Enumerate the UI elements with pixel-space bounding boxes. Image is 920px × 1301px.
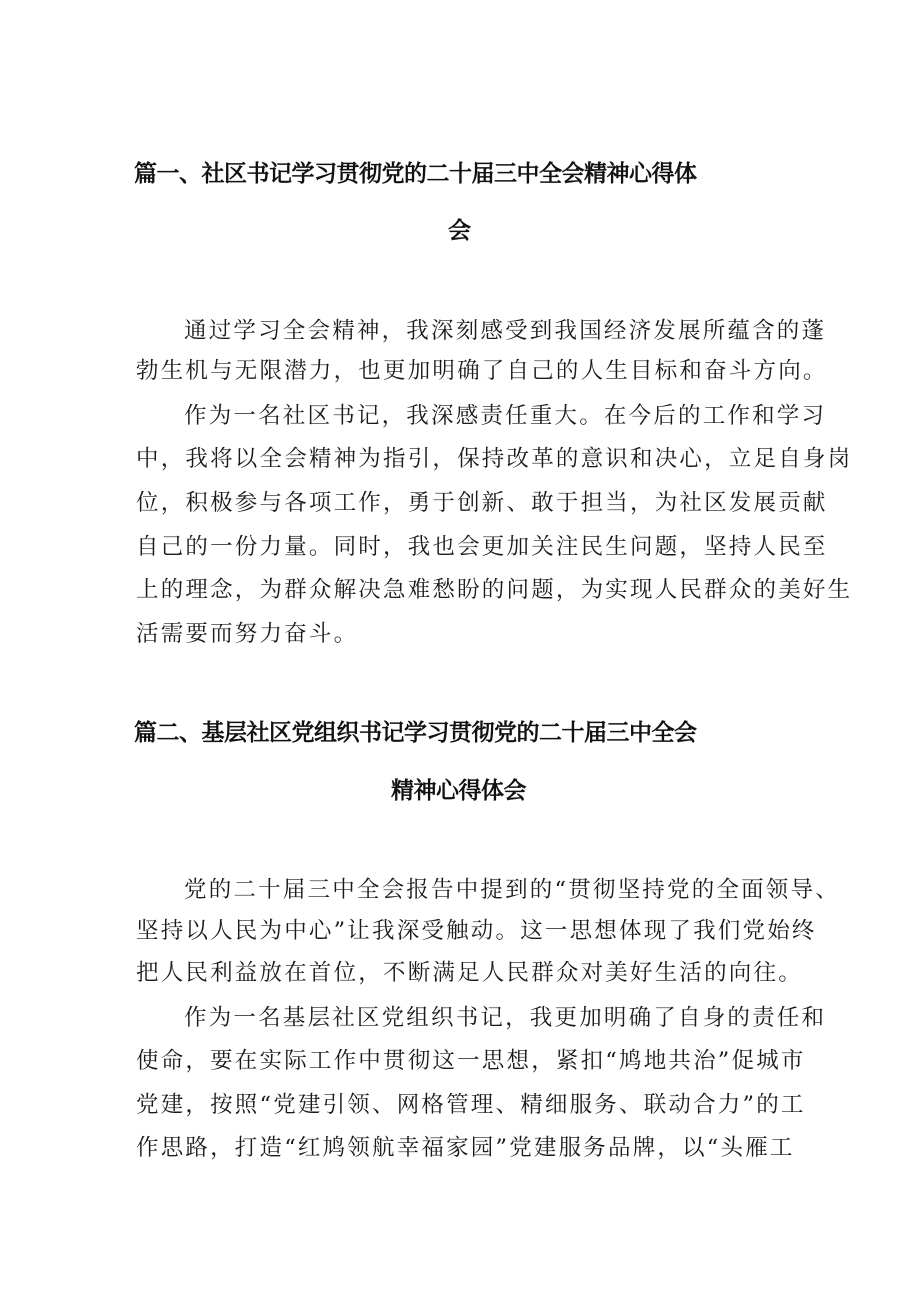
section-1-heading-line-2: 会 bbox=[448, 218, 471, 244]
section-2-paragraph-1-line-2: 坚持以人民为中心”让我深受触动。这一思想体现了我们党始终 bbox=[136, 918, 817, 944]
section-2-paragraph-2-line-1: 作为一名基层社区党组织书记，我更加明确了自身的责任和 bbox=[184, 1005, 827, 1031]
section-1-paragraph-2-line-6: 活需要而努力奋斗。 bbox=[136, 621, 359, 647]
section-1-paragraph-1-line-2: 勃生机与无限潜力，也更加明确了自己的人生目标和奋斗方向。 bbox=[136, 358, 828, 384]
section-2-paragraph-2-line-4: 作思路，打造“红鸠领航幸福家园”党建服务品牌，以“头雁工 bbox=[136, 1135, 795, 1161]
section-2-paragraph-1-line-1: 党的二十届三中全会报告中提到的“贯彻坚持党的全面领导、 bbox=[184, 877, 840, 903]
section-2-heading-line-1: 篇二、基层社区党组织书记学习贯彻党的二十届三中全会 bbox=[134, 720, 697, 746]
section-1-paragraph-2-line-1: 作为一名社区书记，我深感责任重大。在今后的工作和学习 bbox=[184, 403, 827, 429]
section-1-paragraph-1-line-1: 通过学习全会精神，我深刻感受到我国经济发展所蕴含的蓬 bbox=[184, 318, 827, 344]
section-2-paragraph-2-line-3: 党建，按照“党建引领、网格管理、精细服务、联动合力”的工 bbox=[136, 1092, 806, 1118]
section-2-paragraph-1-line-3: 把人民利益放在首位，不断满足人民群众对美好生活的向往。 bbox=[136, 960, 803, 986]
section-1-heading-line-1: 篇一、社区书记学习贯彻党的二十届三中全会精神心得体 bbox=[134, 161, 697, 187]
section-1-paragraph-2-line-4: 自己的一份力量。同时，我也会更加关注民生问题，坚持人民至 bbox=[136, 534, 828, 560]
section-1-paragraph-2-line-3: 位，积极参与各项工作，勇于创新、敢于担当，为社区发展贡献 bbox=[136, 490, 828, 516]
section-2-paragraph-2-line-2: 使命，要在实际工作中贯彻这一思想，紧扣“鸠地共治”促城市 bbox=[136, 1048, 806, 1074]
section-1-paragraph-2-line-2: 中，我将以全会精神为指引，保持改革的意识和决心，立足自身岗 bbox=[136, 446, 853, 472]
section-2-heading-line-2: 精神心得体会 bbox=[391, 778, 526, 804]
section-1-paragraph-2-line-5: 上的理念，为群众解决急难愁盼的问题，为实现人民群众的美好生 bbox=[136, 577, 853, 603]
